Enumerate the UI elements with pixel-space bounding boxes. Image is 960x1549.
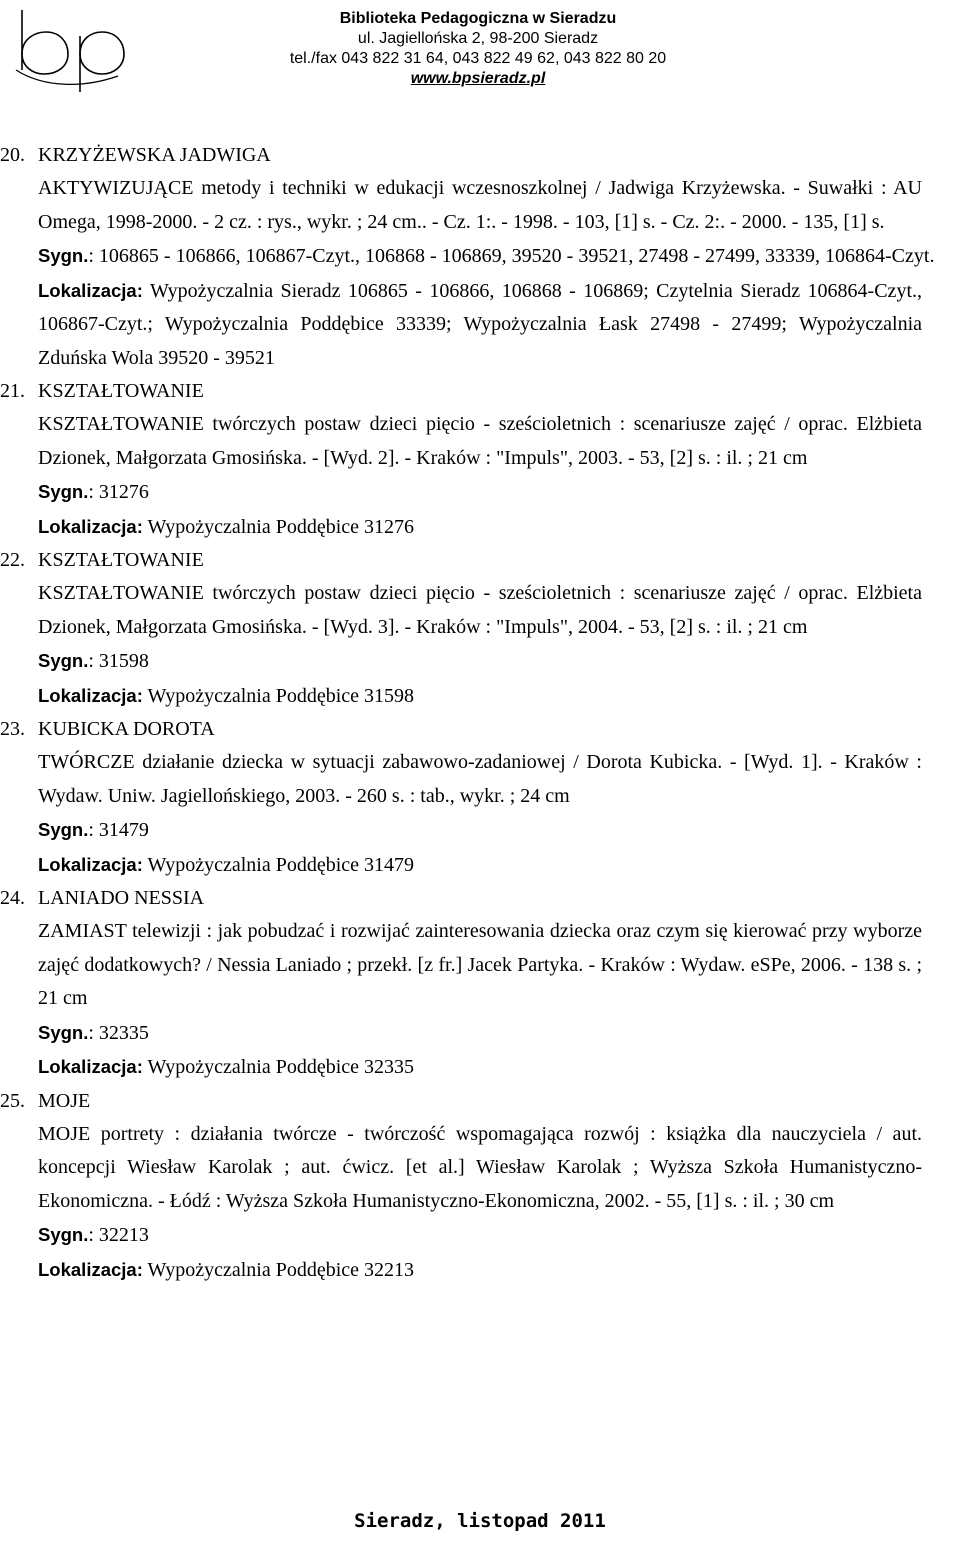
page-header xyxy=(0,0,960,105)
entry-heading: LANIADO NESSIA xyxy=(38,887,205,909)
sygn-label: Sygn. xyxy=(38,1021,89,1043)
library-logo xyxy=(14,2,126,92)
entry-description: ZAMIAST telewizji : jak pobudzać i rozwijać zainteresowania dziecka oraz czym się kierować przy wyborze zajęć dodatkowych? / Nessia Laniado ; przekł. [z fr.] Jacek Partyka. - Kraków : Wydaw. eSPe, 2006. - 138 s. ; 21 cm xyxy=(38,920,922,1009)
bibliography-entry xyxy=(0,544,960,713)
sygn-value: : 31598 xyxy=(88,650,149,672)
lokalizacja-value: Wypożyczalnia Poddębice 31598 xyxy=(147,684,415,707)
library-website-link[interactable]: www.bpsieradz.pl xyxy=(410,70,546,87)
entry-title-line xyxy=(0,544,960,577)
entry-location xyxy=(0,848,922,883)
entry-description: MOJE portrety : działania twórcze - twórczość wspomagająca rozwój : książka dla nauczyciela / aut. koncepcji Wiesław Karolak ; aut. ćwicz. [et al.] Wiesław Karolak ; Wyższa Szkoła Humanistyczno-Ekonomiczna. - Łódź : Wyższa Szkoła Humanistyczno-Ekonomiczna, 2002. - 55, [1] s. : il. ; 30 cm xyxy=(38,1122,922,1212)
lokalizacja-value: Wypożyczalnia Poddębice 32213 xyxy=(147,1258,415,1281)
lokalizacja-label: Lokalizacja: xyxy=(38,279,143,301)
entry-call-number xyxy=(0,1016,960,1051)
sygn-value: : 31276 xyxy=(88,481,149,503)
sygn-label: Sygn. xyxy=(38,1224,89,1245)
entry-heading: MOJE xyxy=(38,1089,91,1112)
sygn-label: Sygn. xyxy=(38,245,89,266)
entry-number: 22. xyxy=(0,549,25,571)
bibliography-entry xyxy=(0,882,960,1085)
entry-heading: KSZTAŁTOWANIE xyxy=(38,380,204,402)
lokalizacja-label: Lokalizacja: xyxy=(38,1258,143,1280)
entry-title-line xyxy=(0,1085,960,1118)
page-footer: Sieradz, listopad 2011 xyxy=(354,1510,606,1532)
sygn-value: : 32213 xyxy=(88,1224,149,1246)
lokalizacja-value: Wypożyczalnia Poddębice 32335 xyxy=(147,1056,415,1078)
lokalizacja-label: Lokalizacja: xyxy=(38,853,143,875)
entry-number: 21. xyxy=(0,380,25,402)
entry-heading: KUBICKA DOROTA xyxy=(38,718,215,740)
entry-heading: KSZTAŁTOWANIE xyxy=(38,549,204,571)
sygn-label: Sygn. xyxy=(38,650,89,671)
entry-number: 24. xyxy=(0,887,25,909)
sygn-value: : 31479 xyxy=(88,819,149,841)
sygn-label: Sygn. xyxy=(38,819,89,840)
bibliography-entry xyxy=(0,1085,960,1288)
entry-location xyxy=(0,274,922,376)
lokalizacja-value: Wypożyczalnia Poddębice 31276 xyxy=(147,515,415,538)
entry-call-number xyxy=(0,475,960,510)
entry-description: TWÓRCZE działanie dziecka w sytuacji zabawowo-zadaniowej / Dorota Kubicka. - [Wyd. 1]. - Kraków : Wydaw. Uniw. Jagiellońskiego, 2003. - 260 s. : tab., wykr. ; 24 cm xyxy=(38,751,922,807)
lokalizacja-label: Lokalizacja: xyxy=(38,684,143,706)
library-phone: tel./fax 043 822 31 64, 043 822 49 62, 043 822 80 20 xyxy=(289,50,667,67)
lokalizacja-value: Wypożyczalnia Poddębice 31479 xyxy=(147,853,415,876)
entry-title-line xyxy=(0,139,960,172)
header-contact-block xyxy=(258,9,698,89)
entry-call-number xyxy=(0,644,960,679)
bibliography-entry xyxy=(0,139,960,375)
entry-title-line xyxy=(0,713,960,746)
bibliography-list xyxy=(0,139,960,1287)
bibliography-entry xyxy=(0,375,960,544)
library-name: Biblioteka Pedagogiczna w Sieradzu xyxy=(339,10,617,27)
entry-location xyxy=(0,679,922,714)
lokalizacja-value: Wypożyczalnia Sieradz 106865 - 106866, 106868 - 106869; Czytelnia Sieradz 106864-Czyt., 106867-Czyt.; Wypożyczalnia Poddębice 33339; Wypożyczalnia Łask 27498 - 27499; Wypożyczalnia Zduńska Wola 39520 - 39521 xyxy=(38,279,922,369)
sygn-value: : 32335 xyxy=(88,1021,149,1044)
entry-number: 25. xyxy=(0,1089,25,1112)
entry-heading: KRZYŻEWSKA JADWIGA xyxy=(38,144,271,166)
entry-title-line xyxy=(0,882,960,915)
entry-number: 20. xyxy=(0,144,25,166)
entry-call-number xyxy=(0,813,960,848)
entry-number: 23. xyxy=(0,718,25,740)
entry-call-number xyxy=(0,1218,960,1253)
sygn-label: Sygn. xyxy=(38,481,89,502)
library-address: ul. Jagiellońska 2, 98-200 Sieradz xyxy=(357,30,599,47)
entry-location xyxy=(0,510,922,545)
bibliography-entry xyxy=(0,713,960,882)
entry-location xyxy=(0,1253,922,1288)
entry-description: AKTYWIZUJĄCE metody i techniki w edukacji wczesnoszkolnej / Jadwiga Krzyżewska. - Suwałki : AU Omega, 1998-2000. - 2 cz. : rys., wykr. ; 24 cm.. - Cz. 1:. - 1998. - 103, [1] s. - Cz. 2:. - 2000. - 135, [1] s. xyxy=(38,177,922,233)
entry-description: KSZTAŁTOWANIE twórczych postaw dzieci pięcio - sześcioletnich : scenariusze zajęć / oprac. Elżbieta Dzionek, Małgorzata Gmosińska. - [Wyd. 3]. - Kraków : "Impuls", 2004. - 53, [2] s. : il. ; 21 cm xyxy=(38,582,922,638)
entry-description: KSZTAŁTOWANIE twórczych postaw dzieci pięcio - sześcioletnich : scenariusze zajęć / oprac. Elżbieta Dzionek, Małgorzata Gmosińska. - [Wyd. 2]. - Kraków : "Impuls", 2003. - 53, [2] s. : il. ; 21 cm xyxy=(38,413,922,469)
lokalizacja-label: Lokalizacja: xyxy=(38,1056,143,1077)
lokalizacja-label: Lokalizacja: xyxy=(38,515,143,537)
sygn-value: : 106865 - 106866, 106867-Czyt., 106868 - 106869, 39520 - 39521, 27498 - 27499, 33339, 106864-Czyt. xyxy=(88,245,935,267)
entry-location xyxy=(0,1050,922,1085)
entry-call-number xyxy=(0,239,960,274)
entry-title-line xyxy=(0,375,960,408)
